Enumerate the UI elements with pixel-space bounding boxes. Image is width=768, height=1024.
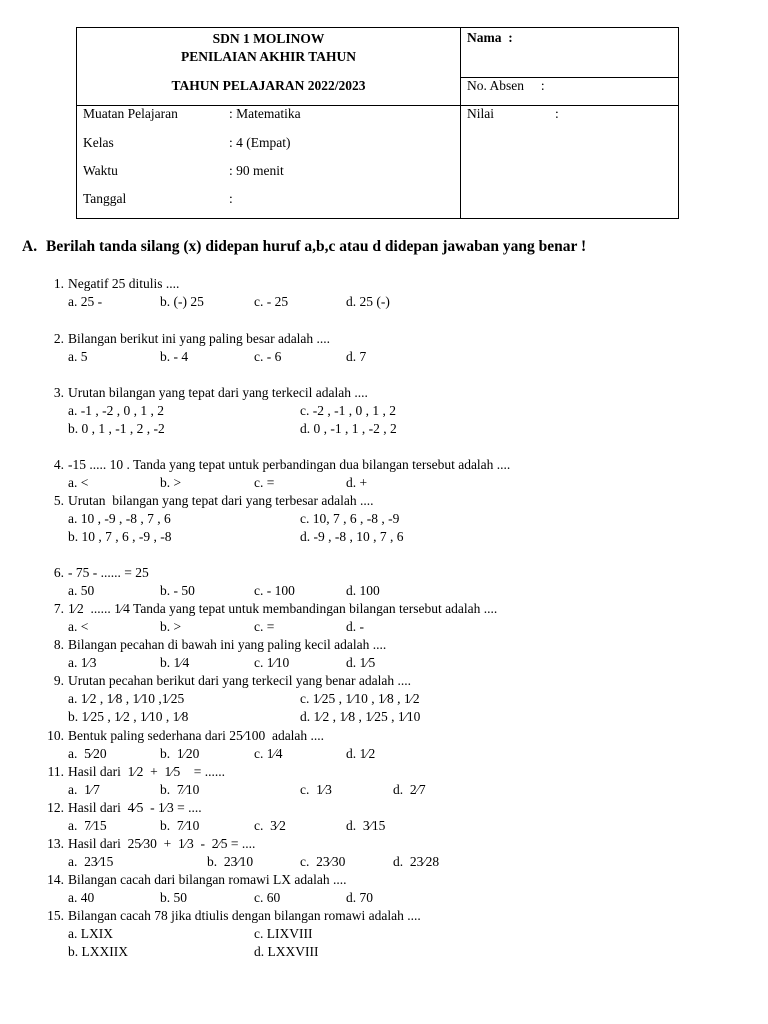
answer-option: a. -1 , -2 , 0 , 1 , 2	[68, 403, 164, 418]
answer-option: d. 1⁄2	[346, 746, 376, 761]
answer-option: a. 5⁄20	[68, 746, 107, 761]
answer-option: c. - 25	[254, 294, 289, 309]
info-label-class: Kelas	[83, 135, 114, 150]
question-text: Hasil dari 4⁄5 - 1⁄3 = ....	[68, 800, 202, 815]
answer-option: b. - 50	[160, 583, 195, 598]
question-number: 13.	[47, 836, 64, 851]
answer-option: a. <	[68, 475, 89, 490]
answer-option: a. <	[68, 619, 89, 634]
answer-option: d. 0 , -1 , 1 , -2 , 2	[300, 421, 397, 436]
question-number: 1.	[53, 276, 64, 291]
nilai-colon: :	[555, 106, 559, 121]
answer-option: c. 10, 7 , 6 , -8 , -9	[300, 511, 400, 526]
answer-option: b. 7⁄10	[160, 818, 200, 833]
answer-option: a. 7⁄15	[68, 818, 107, 833]
answer-option: b. 10 , 7 , 6 , -9 , -8	[68, 529, 172, 544]
info-label-subject: Muatan Pelajaran	[83, 106, 178, 121]
question-number: 9.	[53, 673, 64, 688]
info-value-class: : 4 (Empat)	[229, 135, 291, 150]
exam-title: PENILAIAN AKHIR TAHUN	[180, 49, 357, 64]
question-text: -15 ..... 10 . Tanda yang tepat untuk perbandingan dua bilangan tersebut adalah ....	[68, 457, 511, 472]
answer-option: d. -9 , -8 , 10 , 7 , 6	[300, 529, 404, 544]
answer-option: b. - 4	[160, 349, 189, 364]
answer-option: b. 7⁄10	[160, 782, 200, 797]
answer-option: c. 1⁄4	[254, 746, 283, 761]
answer-option: d. 3⁄15	[346, 818, 386, 833]
question-text: - 75 - ...... = 25	[68, 565, 149, 580]
answer-option: b. LXXIIX	[68, 944, 128, 959]
answer-option: c. - 100	[254, 583, 295, 598]
school-year: TAHUN PELAJARAN 2022/2023	[171, 78, 366, 93]
question-number: 4.	[53, 457, 64, 472]
answer-option: d. 7	[346, 349, 367, 364]
absen-label: No. Absen :	[467, 78, 545, 93]
answer-option: b. 0 , 1 , -1 , 2 , -2	[68, 421, 165, 436]
answer-option: c. =	[254, 619, 275, 634]
question-number: 8.	[53, 637, 64, 652]
answer-option: c. 3⁄2	[254, 818, 286, 833]
answer-option: a. LXIX	[68, 926, 113, 941]
question-text: Hasil dari 1⁄2 + 1⁄5 = ......	[68, 764, 225, 779]
section-letter: A.	[22, 238, 38, 255]
section-instruction: Berilah tanda silang (x) didepan huruf a,b,c atau d didepan jawaban yang benar !	[46, 238, 587, 255]
school-name: SDN 1 MOLINOW	[212, 31, 325, 46]
name-label: Nama :	[467, 30, 513, 45]
answer-option: a. 10 , -9 , -8 , 7 , 6	[68, 511, 171, 526]
answer-option: d. 1⁄2 , 1⁄8 , 1⁄25 , 1⁄10	[300, 709, 421, 724]
answer-option: b. 1⁄20	[160, 746, 200, 761]
answer-option: b. 50	[160, 890, 187, 905]
header-table	[76, 27, 679, 219]
answer-option: c. 1⁄10	[254, 655, 290, 670]
answer-option: d. 23⁄28	[393, 854, 440, 869]
answer-option: d. 2⁄7	[393, 782, 426, 797]
answer-option: c. -2 , -1 , 0 , 1 , 2	[300, 403, 396, 418]
answer-option: b. 23⁄10	[207, 854, 254, 869]
answer-option: b. (-) 25	[160, 294, 204, 309]
question-text: Urutan pecahan berikut dari yang terkecil yang benar adalah ....	[68, 673, 411, 688]
question-number: 5.	[53, 493, 64, 508]
answer-option: c. - 6	[254, 349, 282, 364]
answer-option: c. LIXVIII	[254, 926, 313, 941]
answer-option: d. 100	[346, 583, 380, 598]
section-title	[22, 238, 586, 256]
answer-option: a. 1⁄2 , 1⁄8 , 1⁄10 ,1⁄25	[68, 691, 185, 706]
answer-option: b. 1⁄25 , 1⁄2 , 1⁄10 , 1⁄8	[68, 709, 189, 724]
question-text: Negatif 25 ditulis ....	[68, 276, 180, 291]
answer-option: c. =	[254, 475, 275, 490]
question-text: Bilangan cacah dari bilangan romawi LX adalah ....	[68, 872, 347, 887]
answer-option: b. >	[160, 619, 182, 634]
answer-option: d. 25 (-)	[346, 294, 390, 309]
answer-option: a. 1⁄7	[68, 782, 100, 797]
question-number: 15.	[47, 908, 64, 923]
question-number: 3.	[53, 385, 64, 400]
question-number: 6.	[53, 565, 64, 580]
answer-option: a. 23⁄15	[68, 854, 114, 869]
answer-option: d. 70	[346, 890, 373, 905]
answer-option: a. 25 -	[68, 294, 103, 309]
info-value-date: :	[229, 191, 233, 206]
info-label-time: Waktu	[83, 163, 118, 178]
answer-option: c. 1⁄3	[300, 782, 332, 797]
question-text: 1⁄2 ...... 1⁄4 Tanda yang tepat untuk membandingan bilangan tersebut adalah ....	[68, 601, 498, 616]
question-number: 11.	[47, 764, 64, 779]
answer-option: a. 50	[68, 583, 95, 598]
answer-option: c. 1⁄25 , 1⁄10 , 1⁄8 , 1⁄2	[300, 691, 420, 706]
answer-option: d. -	[346, 619, 364, 634]
answer-option: b. >	[160, 475, 182, 490]
question-number: 14.	[47, 872, 64, 887]
question-text: Urutan bilangan yang tepat dari yang terkecil adalah ....	[68, 385, 368, 400]
question-number: 12.	[47, 800, 64, 815]
answer-option: c. 60	[254, 890, 281, 905]
question-text: Bentuk paling sederhana dari 25⁄100 adalah ....	[68, 728, 325, 743]
answer-option: b. 1⁄4	[160, 655, 190, 670]
answer-option: a. 1⁄3	[68, 655, 97, 670]
answer-option: d. 1⁄5	[346, 655, 376, 670]
question-text: Hasil dari 25⁄30 + 1⁄3 - 2⁄5 = ....	[68, 836, 256, 851]
question-text: Bilangan cacah 78 jika dtiulis dengan bilangan romawi adalah ....	[68, 908, 421, 923]
info-value-time: : 90 menit	[229, 163, 284, 178]
answer-option: a. 40	[68, 890, 95, 905]
answer-option: d. +	[346, 475, 368, 490]
question-number: 7.	[53, 601, 64, 616]
question-text: Bilangan pecahan di bawah ini yang paling kecil adalah ....	[68, 637, 387, 652]
header-divider-vertical	[460, 28, 461, 219]
answer-option: c. 23⁄30	[300, 854, 346, 869]
question-number: 10.	[47, 728, 64, 743]
nilai-label: Nilai	[467, 106, 494, 121]
question-text: Bilangan berikut ini yang paling besar adalah ....	[68, 331, 331, 346]
answer-option: a. 5	[68, 349, 88, 364]
answer-option: d. LXXVIII	[254, 944, 319, 959]
question-text: Urutan bilangan yang tepat dari yang terbesar adalah ....	[68, 493, 374, 508]
question-number: 2.	[53, 331, 64, 346]
info-value-subject: : Matematika	[229, 106, 301, 121]
info-label-date: Tanggal	[83, 191, 127, 206]
